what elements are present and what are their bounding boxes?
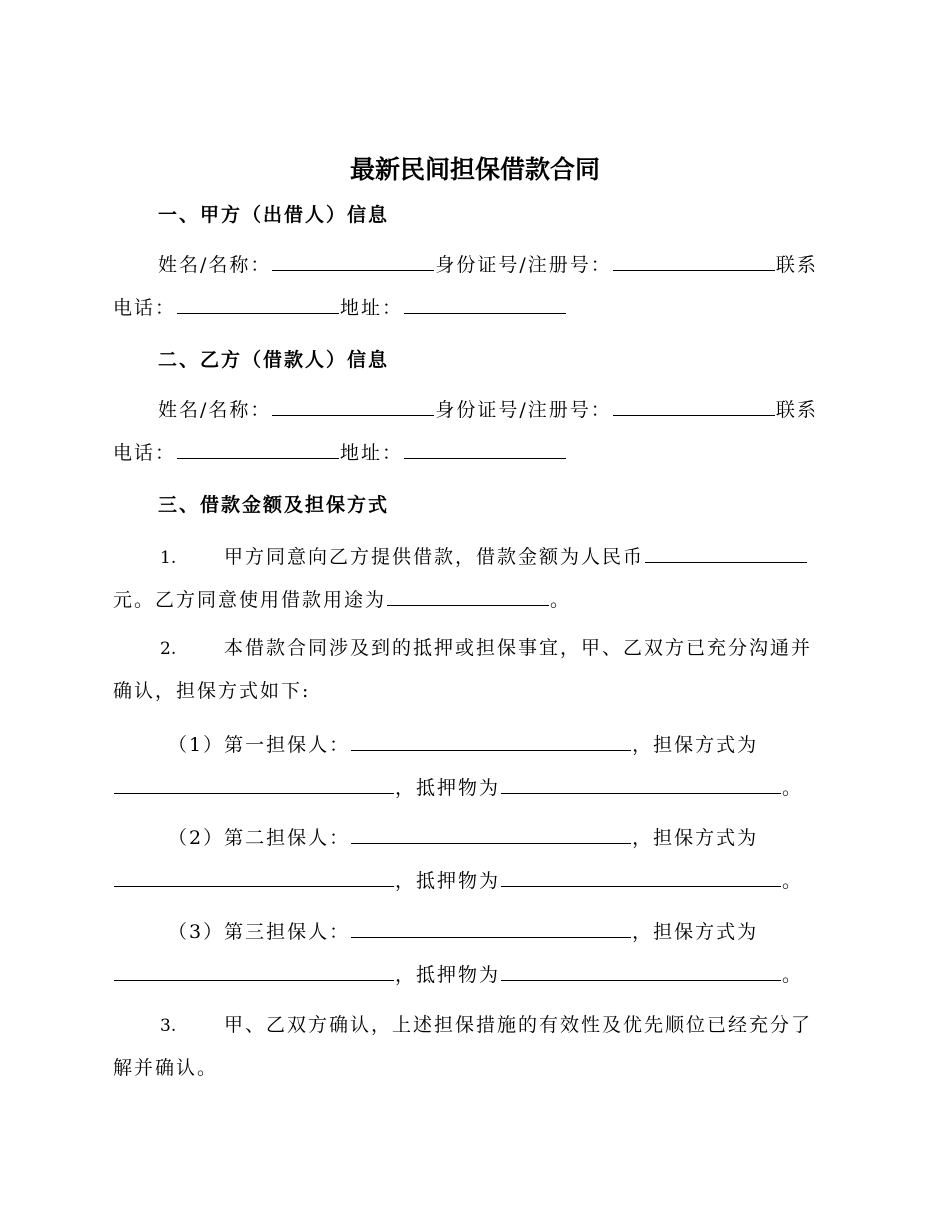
guarantor-label: （1）第一担保人： <box>168 734 351 756</box>
name-label: 姓名/名称： <box>158 399 272 421</box>
item-3-text: 甲、乙双方确认，上述担保措施的有效性及优先顺位已经充分了 <box>224 1014 813 1036</box>
collateral-label: ，抵押物为 <box>395 870 501 892</box>
name-blank[interactable] <box>272 250 434 271</box>
item-1-line-2 <box>113 585 571 613</box>
guarantor-label: （2）第二担保人： <box>168 827 351 849</box>
period: 。 <box>782 777 804 799</box>
item-3-text-cont: 解并确认。 <box>113 1057 219 1079</box>
phone-label-start: 联系 <box>775 254 818 276</box>
item-2-text: 本借款合同涉及到的抵押或担保事宜，甲、乙双方已充分沟通并 <box>224 637 813 659</box>
item-2-text-cont: 确认，担保方式如下: <box>113 680 311 702</box>
item-number: 1. <box>160 548 177 568</box>
item-1-text-cont: 元。乙方同意使用借款用途为 <box>113 589 387 611</box>
guarantor-3-line-2 <box>113 960 803 988</box>
name-label: 姓名/名称： <box>158 254 272 276</box>
guarantor-name-blank[interactable] <box>351 823 631 844</box>
item-1-line-1 <box>160 542 808 571</box>
collateral-blank[interactable] <box>501 866 781 887</box>
phone-blank[interactable] <box>177 438 339 459</box>
phone-label-start: 联系 <box>775 399 818 421</box>
period: 。 <box>782 964 804 986</box>
item-3-line-1 <box>160 1012 812 1039</box>
phone-label-end: 电话： <box>113 442 177 464</box>
address-blank[interactable] <box>404 438 566 459</box>
collateral-label: ，抵押物为 <box>395 777 501 799</box>
name-blank[interactable] <box>272 395 434 416</box>
guarantor-1-line-2 <box>113 773 803 801</box>
party-a-line-1 <box>158 250 818 278</box>
section-3-heading: 三、借款金额及担保方式 <box>158 494 390 516</box>
purpose-blank[interactable] <box>387 585 549 606</box>
item-2-line-2 <box>113 678 310 704</box>
collateral-blank[interactable] <box>501 960 781 981</box>
id-blank[interactable] <box>613 395 775 416</box>
guarantee-mode-blank[interactable] <box>114 960 394 981</box>
guarantor-label: （3）第三担保人： <box>168 921 351 943</box>
address-label: 地址： <box>340 297 404 319</box>
item-2-line-1 <box>160 635 812 662</box>
id-blank[interactable] <box>613 250 775 271</box>
party-a-line-2 <box>113 293 567 321</box>
guarantee-mode-blank[interactable] <box>114 773 394 794</box>
party-b-line-2 <box>113 438 567 466</box>
period: 。 <box>550 589 572 611</box>
document-title: 最新民间担保借款合同 <box>349 155 600 184</box>
period: 。 <box>782 870 804 892</box>
section-1-heading: 一、甲方（出借人）信息 <box>158 204 390 226</box>
guarantor-3-line-1 <box>168 917 758 945</box>
item-3-line-2 <box>113 1055 218 1081</box>
address-blank[interactable] <box>404 293 566 314</box>
item-number: 3. <box>160 1016 177 1036</box>
item-1-text: 甲方同意向乙方提供借款，借款金额为人民币 <box>224 546 645 568</box>
guarantor-2-line-1 <box>168 823 758 851</box>
id-label: 身份证号/注册号： <box>435 254 612 276</box>
guarantee-mode-label: ，担保方式为 <box>632 921 759 943</box>
guarantor-name-blank[interactable] <box>351 917 631 938</box>
phone-blank[interactable] <box>177 293 339 314</box>
id-label: 身份证号/注册号： <box>435 399 612 421</box>
guarantor-1-line-1 <box>168 730 758 758</box>
party-b-line-1 <box>158 395 818 423</box>
guarantee-mode-label: ，担保方式为 <box>632 734 759 756</box>
amount-blank[interactable] <box>645 542 807 563</box>
item-number: 2. <box>160 639 177 659</box>
guarantee-mode-blank[interactable] <box>114 866 394 887</box>
phone-label-end: 电话： <box>113 297 177 319</box>
section-2-heading: 二、乙方（借款人）信息 <box>158 349 390 371</box>
collateral-blank[interactable] <box>501 773 781 794</box>
address-label: 地址： <box>340 442 404 464</box>
collateral-label: ，抵押物为 <box>395 964 501 986</box>
guarantee-mode-label: ，担保方式为 <box>632 827 759 849</box>
guarantor-name-blank[interactable] <box>351 730 631 751</box>
guarantor-2-line-2 <box>113 866 803 894</box>
